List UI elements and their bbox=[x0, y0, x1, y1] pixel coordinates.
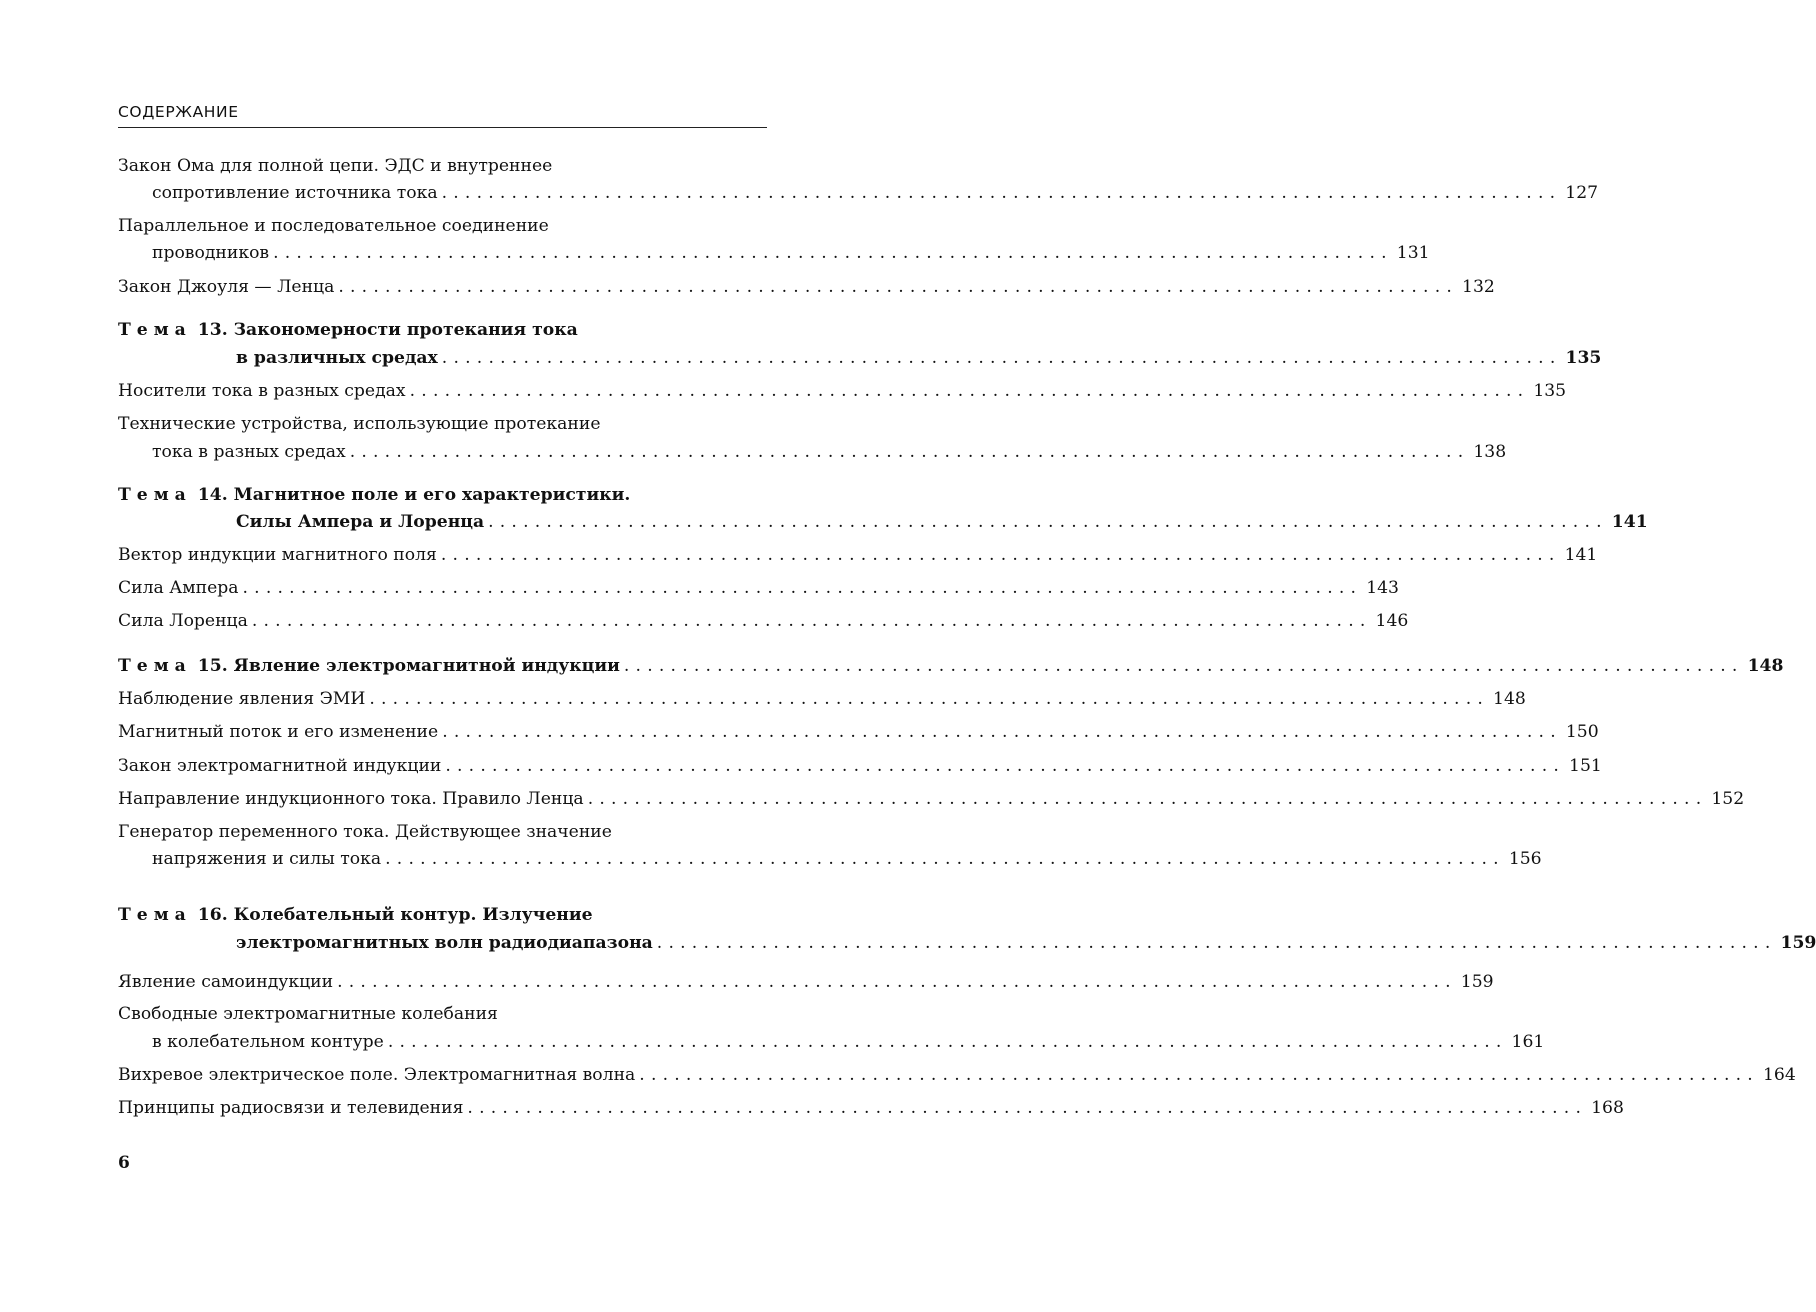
dot-leader: ................................................................................................ bbox=[337, 972, 1457, 992]
dot-leader: ................................................................................................ bbox=[387, 1032, 1508, 1052]
entry-title-line2: проводников bbox=[152, 243, 270, 263]
entry-page-number: 135 bbox=[1565, 348, 1602, 368]
entry-title-line1: Закон Ома для полной цепи. ЭДС и внутреннее bbox=[118, 156, 553, 176]
running-header: СОДЕРЖАНИЕ bbox=[118, 103, 239, 121]
dot-leader: ................................................................................................ bbox=[445, 756, 1566, 776]
dot-leader: ................................................................................................ bbox=[639, 1065, 1759, 1085]
entry-title: Закон электромагнитной индукции bbox=[118, 756, 442, 776]
entry-page-number: 156 bbox=[1508, 849, 1542, 869]
dot-leader: ................................................................................................ bbox=[369, 689, 1490, 709]
entry-title: Вектор индукции магнитного поля bbox=[118, 545, 437, 565]
entry-page-number: 164 bbox=[1762, 1065, 1796, 1085]
entry-page-number: 141 bbox=[1611, 512, 1648, 532]
entry-title: Вихревое электрическое поле. Электромагнитная волна bbox=[118, 1065, 636, 1085]
entry-page-number: 138 bbox=[1473, 442, 1507, 462]
header-rule bbox=[118, 127, 767, 128]
entry-page-number: 152 bbox=[1711, 789, 1745, 809]
entry-title: Принципы радиосвязи и телевидения bbox=[118, 1098, 464, 1118]
entry-title-line1: Технические устройства, использующие протекание bbox=[118, 414, 601, 434]
entry-page-number: 161 bbox=[1511, 1032, 1545, 1052]
entry-page-number: 146 bbox=[1375, 611, 1409, 631]
entry-page-number: 168 bbox=[1591, 1098, 1624, 1118]
entry-page-number: 131 bbox=[1396, 243, 1430, 263]
dot-leader: ................................................................................................ bbox=[338, 277, 1459, 297]
entry-page-number: 159 bbox=[1460, 972, 1494, 992]
topic-prefix: Тема bbox=[118, 905, 192, 925]
entry-page-number: 148 bbox=[1493, 689, 1526, 709]
entry-title-line2: напряжения и силы тока bbox=[152, 849, 382, 869]
entry-title-line1: Генератор переменного тока. Действующее значение bbox=[118, 822, 612, 842]
dot-leader: ................................................................................................ bbox=[441, 348, 1562, 368]
entry-title-line1: 14. Магнитное поле и его характеристики. bbox=[191, 485, 631, 505]
dot-leader: ................................................................................................ bbox=[273, 243, 1393, 263]
entry-title-line2: сопротивление источника тока bbox=[152, 183, 438, 203]
dot-leader: ................................................................................................ bbox=[251, 611, 1372, 631]
entry-title-line2: Силы Ампера и Лоренца bbox=[236, 512, 485, 532]
entry-title-line2: в различных средах bbox=[236, 348, 438, 368]
entry-title: Наблюдение явления ЭМИ bbox=[118, 689, 366, 709]
dot-leader: ................................................................................................ bbox=[242, 578, 1363, 598]
dot-leader: ................................................................................................ bbox=[441, 183, 1562, 203]
entry-title: Явление самоиндукции bbox=[118, 972, 334, 992]
entry-title-line1: 13. Закономерности протекания тока bbox=[191, 320, 578, 340]
entry-page-number: 143 bbox=[1366, 578, 1399, 598]
dot-leader: ................................................................................................ bbox=[349, 442, 1470, 462]
dot-leader: ................................................................................................ bbox=[385, 849, 1505, 869]
entry-title-line1: Параллельное и последовательное соединение bbox=[118, 216, 549, 236]
entry-page-number: 159 bbox=[1780, 933, 1816, 953]
entry-title: 15. Явление электромагнитной индукции bbox=[191, 656, 620, 676]
entry-title: Сила Ампера bbox=[118, 578, 239, 598]
entry-page-number: 150 bbox=[1565, 722, 1599, 742]
dot-leader: ................................................................................................ bbox=[623, 656, 1744, 676]
dot-leader: ................................................................................................ bbox=[442, 722, 1562, 742]
entry-page-number: 132 bbox=[1462, 277, 1495, 297]
page-number: 6 bbox=[118, 1153, 130, 1173]
entry-title-line2: в колебательном контуре bbox=[152, 1032, 384, 1052]
dot-leader: ................................................................................................ bbox=[656, 933, 1777, 953]
topic-prefix: Тема bbox=[118, 485, 192, 505]
entry-title-line1: Свободные электромагнитные колебания bbox=[118, 1004, 498, 1024]
entry-page-number: 127 bbox=[1565, 183, 1599, 203]
entry-title: Носители тока в разных средах bbox=[118, 381, 406, 401]
topic-prefix: Тема bbox=[118, 656, 192, 676]
entry-page-number: 141 bbox=[1564, 545, 1598, 565]
entry-page-number: 151 bbox=[1569, 756, 1602, 776]
entry-page-number: 148 bbox=[1747, 656, 1784, 676]
entry-title-line2: тока в разных средах bbox=[152, 442, 346, 462]
entry-page-number: 135 bbox=[1533, 381, 1567, 401]
entry-title: Закон Джоуля — Ленца bbox=[118, 277, 335, 297]
entry-title-line1: 16. Колебательный контур. Излучение bbox=[191, 905, 593, 925]
dot-leader: ................................................................................................ bbox=[467, 1098, 1588, 1118]
topic-prefix: Тема bbox=[118, 320, 192, 340]
dot-leader: ................................................................................................ bbox=[488, 512, 1608, 532]
entry-title: Направление индукционного тока. Правило Ленца bbox=[118, 789, 584, 809]
dot-leader: ................................................................................................ bbox=[440, 545, 1561, 565]
entry-title-line2: электромагнитных волн радиодиапазона bbox=[236, 933, 653, 953]
entry-title: Сила Лоренца bbox=[118, 611, 248, 631]
dot-leader: ................................................................................................ bbox=[587, 789, 1708, 809]
entry-title: Магнитный поток и его изменение bbox=[118, 722, 439, 742]
dot-leader: ................................................................................................ bbox=[409, 381, 1530, 401]
